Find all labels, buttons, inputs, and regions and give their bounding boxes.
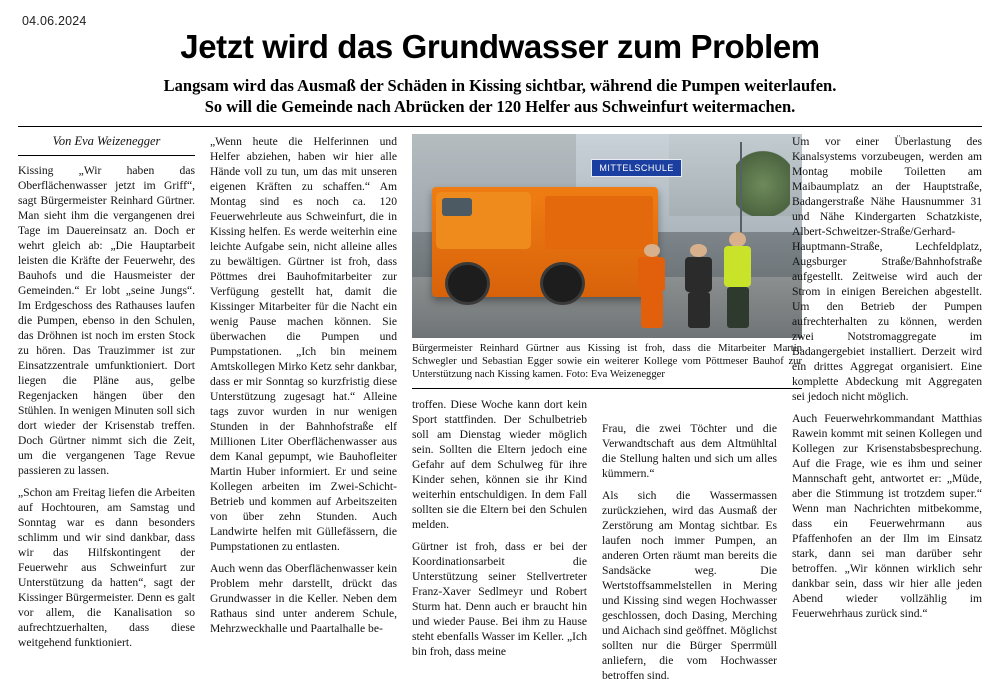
- truck-wheel: [445, 262, 489, 305]
- paragraph: „Wenn heute die Helferinnen und Helfer abziehen, haben wir hier alle Hände voll zu tun, um das mit unseren eigenen Kräften zu schaffen.“ Am Montag sind es noch ca. 120 Feuerwehrleute aus Schweinfurt, die in Kissing helfen. Es werde weiterhin eine leichte Aufgabe sein, nicht alleine alles zu bewältigen. Gürtner ist froh, dass Pöttmes drei Bauhofmitarbeiter zur Verfügung gestellt hat, damit die Kissinger Mitarbeiter für die Nacht ein wenig Pause machen können. Sie überwachen die Pumpen und Pumpstationen. „Ich bin meinem Amtskollegen Mirko Ketz sehr dankbar, dass er mir Sonntag so kurzfristig diese Unterstützung zugesagt hat.“ Alleine tags zuvor wurden in nur wenigen Stunden in der Bahnhofstraße elf Millionen Liter Oberflächenwasser aus dem Kanal gepumpt, wie Bauhofleiter Martin Huber informiert. Er und seine Kollegen arbeiten im Zwei-Schicht-Betrieb und kommen auf Arbeitszeiten von über zehn Stunden. Auch Landwirte helfen mit Güllefässern, die Pumpstationen zu entlasten.: [210, 135, 397, 554]
- article-columns: [18, 134, 982, 683]
- paragraph: Um vor einer Überlastung des Kanalsystems vorzubeugen, werden am Montag mobile Toiletten am Maibaumplatz an der Hauptstraße, Badangerstraße Nähe Hausnummer 31 und Nähe Kindergarten Schatzkiste, Albert-Schweitzer-Straße/Gerhard-Hauptmann-Straße, Lechfeldplatz, Augsburger Straße/Bahnhofstraße aufgestellt. Zeitweise wird auch der Strom in einigen Bereichen abgestellt. Um den Betrieb der Pumpen aufrechterhalten zu können, werden zwei Notstromaggregate im Badangergebiet installiert. Derzeit wird ein drittes Aggregat organisiert. Eine komplette Abdeckung mit Aggregaten sei jedoch nicht möglich.: [792, 135, 982, 404]
- header-divider: [18, 126, 982, 127]
- truck-wheel: [540, 262, 584, 305]
- subheadline-line-2: So will die Gemeinde nach Abrücken der 120 Helfer aus Schweinfurt weitermachen.: [204, 97, 796, 117]
- photo-spacer: [602, 134, 777, 421]
- article-column-1: [18, 134, 206, 650]
- subheadline-line-1: Langsam wird das Ausmaß der Schäden in Kissing sichtbar, während die Pumpen weiterlaufen.: [163, 75, 837, 95]
- byline: Von Eva Weizenegger: [18, 134, 195, 156]
- article-column-5: [788, 134, 982, 639]
- paragraph: Als sich die Wassermassen zurückziehen, wird das Ausmaß der Zerstörung am Montag sichtbar. Es laufen noch immer Pumpen, an anderen Orten räumt man bereits die Sandsäcke weg. Die Wertstoffsammelstellen in Mering und Kissing sind wegen Hochwasser geschlossen, doch Dasing, Merching und Aichach sind geöffnet. Möglichst sollten nur die Bürger Sperrmüll anliefern, die vom Hochwasser betroffen sind.: [602, 489, 777, 683]
- paragraph: Auch wenn das Oberflächenwasser kein Problem mehr darstellt, drückt das Grundwasser in die Keller. Neben dem Rathaus sind unter anderem Schule, Mehrzweckhalle und Paartalhalle be-: [210, 562, 397, 636]
- truck-window: [442, 198, 472, 215]
- paragraph: Auch Feuerwehrkommandant Matthias Rawein kommt mit seinen Kollegen und Kollegen zur Krisenstabsbesprechung. Auf die Frage, wie es ihm und seiner Mannschaft geht, antwortet er: „Müde, aber die Stimmung ist trotzdem super.“ Wenn man Nachrichten mitbekomme, dass ein Feuerwehrmann aus Pfaffenhofen an der Ilm im Einsatz stark, dann sei man darüber sehr betroffen. „Wir können wirklich sehr dankbar sein, dass wir hier alle jeden Abend wieder vollzählig im Feuerwehrhaus zurück sind.“: [792, 412, 982, 621]
- paragraph: troffen. Diese Woche kann dort kein Sport stattfinden. Der Schulbetrieb soll am Dienstag wieder möglich sein. Sollten die Eltern jedoch eine Gefahr auf dem Schulweg für ihre Kinder sehen, können sie ihr Kind weiterhin entschuldigen. In dem Fall sollten sie die Eltern bei den Schulen melden.: [412, 397, 587, 531]
- truck-cab: [436, 192, 531, 249]
- school-sign: MITTELSCHULE: [591, 159, 682, 177]
- article-column-4: [598, 134, 788, 683]
- paragraph: Gürtner ist froh, dass er bei der Koordinationsarbeit die Unterstützung seiner Stellvertreter Franz-Xaver Sedlmeyr und Robert Sturm hat. Denn auch er braucht hin und wieder Pause. Bei ihm zu Hause steht ebenfalls Wasser im Keller. „Ich bin froh, dass meine: [412, 539, 587, 658]
- publication-date: 04.06.2024: [22, 14, 87, 28]
- page-title: Jetzt wird das Grundwasser zum Problem: [180, 28, 820, 65]
- article-column-2: [206, 134, 408, 639]
- paragraph: Frau, die zwei Töchter und die Verwandtschaft aus dem Altmühltal die Stellung halten und sich um alles kümmern.“: [602, 422, 777, 481]
- article-subheadline: [58, 75, 942, 119]
- paragraph: „Schon am Freitag liefen die Arbeiten auf Hochtouren, am Samstag und Sonntag war es dann besonders schlimm und wir sind dankbar, dass wir das Hilfskontingent der Feuerwehr aus Schweinfurt zur Unterstützung da hatten“, sagt der Kissinger Bürgermeister. Denn es galt vor allem, die Kanalisation so aufrechtzuerhalten, dass diese weitgehend funktioniert.: [18, 486, 195, 650]
- paragraph: Kissing „Wir haben das Oberflächenwasser jetzt im Griff“, sagt Bürgermeister Reinhard Gürtner. Man sieht ihm die vergangenen drei Tage im Dauereinsatz an. Doch er wehrt gleich ab: „Die Hauptarbeit leisten die Kräfte der Feuerwehr, des Bauhofs und die Hausmeister der Gemeinden.“ Er lobt „seine Jungs“. Im Erdgeschoss des Rathauses laufen die Pumpen, ebenso in den Schulen, das Dröhnen ist noch im ersten Stock zu hören. Das Trauzimmer ist zur Einsatzzentrale umfunktioniert. Dort liegen die Pläne aus, gelbe Regenjacken hängen über den Stühlen. In wenigen Minuten soll sich dort wieder der Krisenstab treffen. Doch Gürtner nimmt sich die Zeit, um die vergangenen Tage Revue passieren zu lassen.: [18, 164, 195, 478]
- photo-caption: Bürgermeister Reinhard Gürtner aus Kissing ist froh, dass die Mitarbeiter Martin Schwegler und Sebastian Egger sowie ein weiterer Kollege vom Pöttmeser Bauhof zur Unterstützung nach Kissing kamen. Foto: Eva Weizenegger: [412, 342, 802, 388]
